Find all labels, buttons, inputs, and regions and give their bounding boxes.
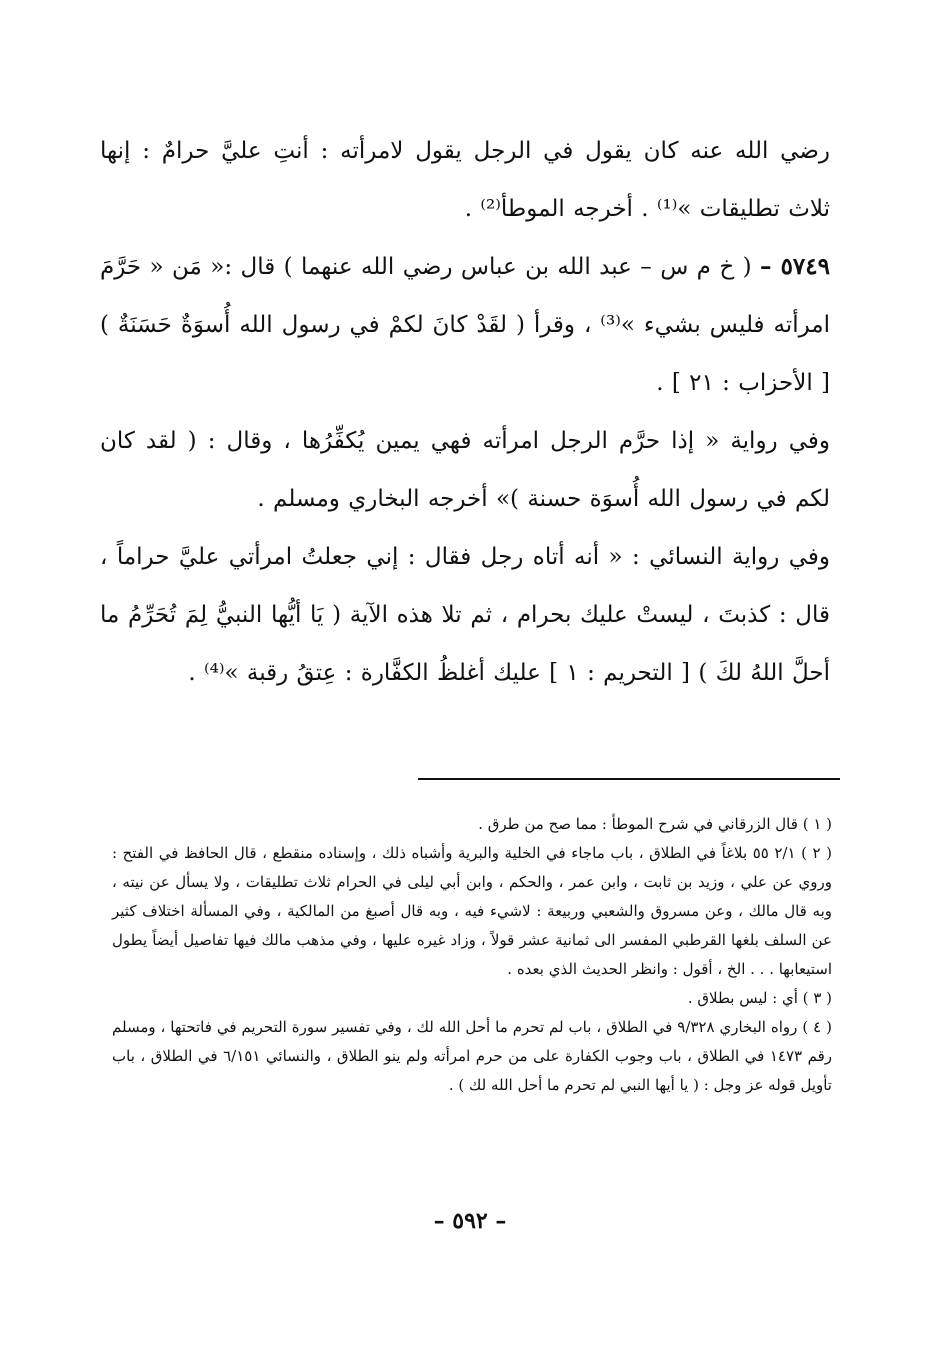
- paragraph-narration-1: وفي رواية « إذا حرَّم الرجل امرأته فهي يمين يُكفِّرُها ، وقال : ( لقد كان لكم في رسول الله أُسوَة حسنة )» أخرجه البخاري ومسلم .: [100, 428, 830, 512]
- main-text: [100, 122, 830, 702]
- hadith-text: ( خ م س – عبد الله بن عباس رضي الله عنهما ) قال :« مَن « حَرَّمَ امرأته فليس بشيء »⁽³⁾ ، وقرأ ( لقَدْ كانَ لكمْ في رسول الله أُسوَةٌ حَسَنَةٌ ) [ الأحزاب : ٢١ ] .: [100, 254, 830, 396]
- hadith-number: ٥٧٤٩ –: [759, 253, 830, 280]
- paragraph-hadith: [100, 238, 830, 412]
- footnote-4: ( ٤ ) رواه البخاري ٩/٣٢٨ في الطلاق ، باب لم تحرم ما أحل الله لك ، وفي تفسير سورة التحريم في فاتحتها ، ومسلم رقم ١٤٧٣ في الطلاق ، باب وجوب الكفارة على من حرم امرأته ولم ينو الطلاق ، والنسائي ٦/١٥١ في الطلاق ، باب تأويل قوله عز وجل : ( يا أيها النبي لم تحرم ما أحل الله لك ) .: [112, 1018, 832, 1094]
- footnotes: [112, 810, 832, 1100]
- footnote-1: ( ١ ) قال الزرقاني في شرح الموطأ : مما صح من طرق .: [478, 815, 832, 833]
- footnote-3: ( ٣ ) أي : ليس بطلاق .: [687, 989, 832, 1007]
- footnote-2: ( ٢ ) ٢/١ ٥٥ بلاغاً في الطلاق ، باب ماجاء في الخلية والبرية وأشباه ذلك ، وإسناده منقطع ، قال الحافظ في الفتح : وروي عن علي ، وزيد بن ثابت ، وابن عمر ، والحكم ، وابن أبي ليلى في الحرام ثلاث تطليقات ، ولا يسأل عن نيته ، وبه قال مالك ، وعن مسروق والشعبي وربيعة : لاشيء فيه ، وبه قال أصبغ من المالكية ، وفي المسألة اختلاف كثير عن السلف بلغها القرطبي المفسر الى ثمانية عشر قولاً ، وزاد غيره عليها ، وفي مذهب مالك فيها تفاصيل أيضاً يطول استيعابها . . . الخ ، أقول : وانظر الحديث الذي بعده .: [112, 844, 832, 978]
- footnote-divider: [418, 778, 840, 780]
- paragraph-narration-2: وفي رواية النسائي : « أنه أتاه رجل فقال : إني جعلتُ امرأتي عليَّ حراماً ، قال : كذبتَ ، ليستْ عليك بحرام ، ثم تلا هذه الآية ( يَا أيُّها النبيُّ لِمَ تُحَرِّمُ ما أحلَّ اللهُ لكَ ) [ التحريم : ١ ] عليك أغلظُ الكفَّارة : عِتقُ رقبة »⁽⁴⁾ .: [100, 544, 830, 686]
- page-number: – ٥٩٢ –: [433, 1208, 507, 1234]
- paragraph-continuation: رضي الله عنه كان يقول في الرجل يقول لامرأته : أنتِ عليَّ حرامٌ : إنها ثلاث تطليقات »⁽¹⁾ . أخرجه الموطأ⁽²⁾ .: [100, 138, 830, 222]
